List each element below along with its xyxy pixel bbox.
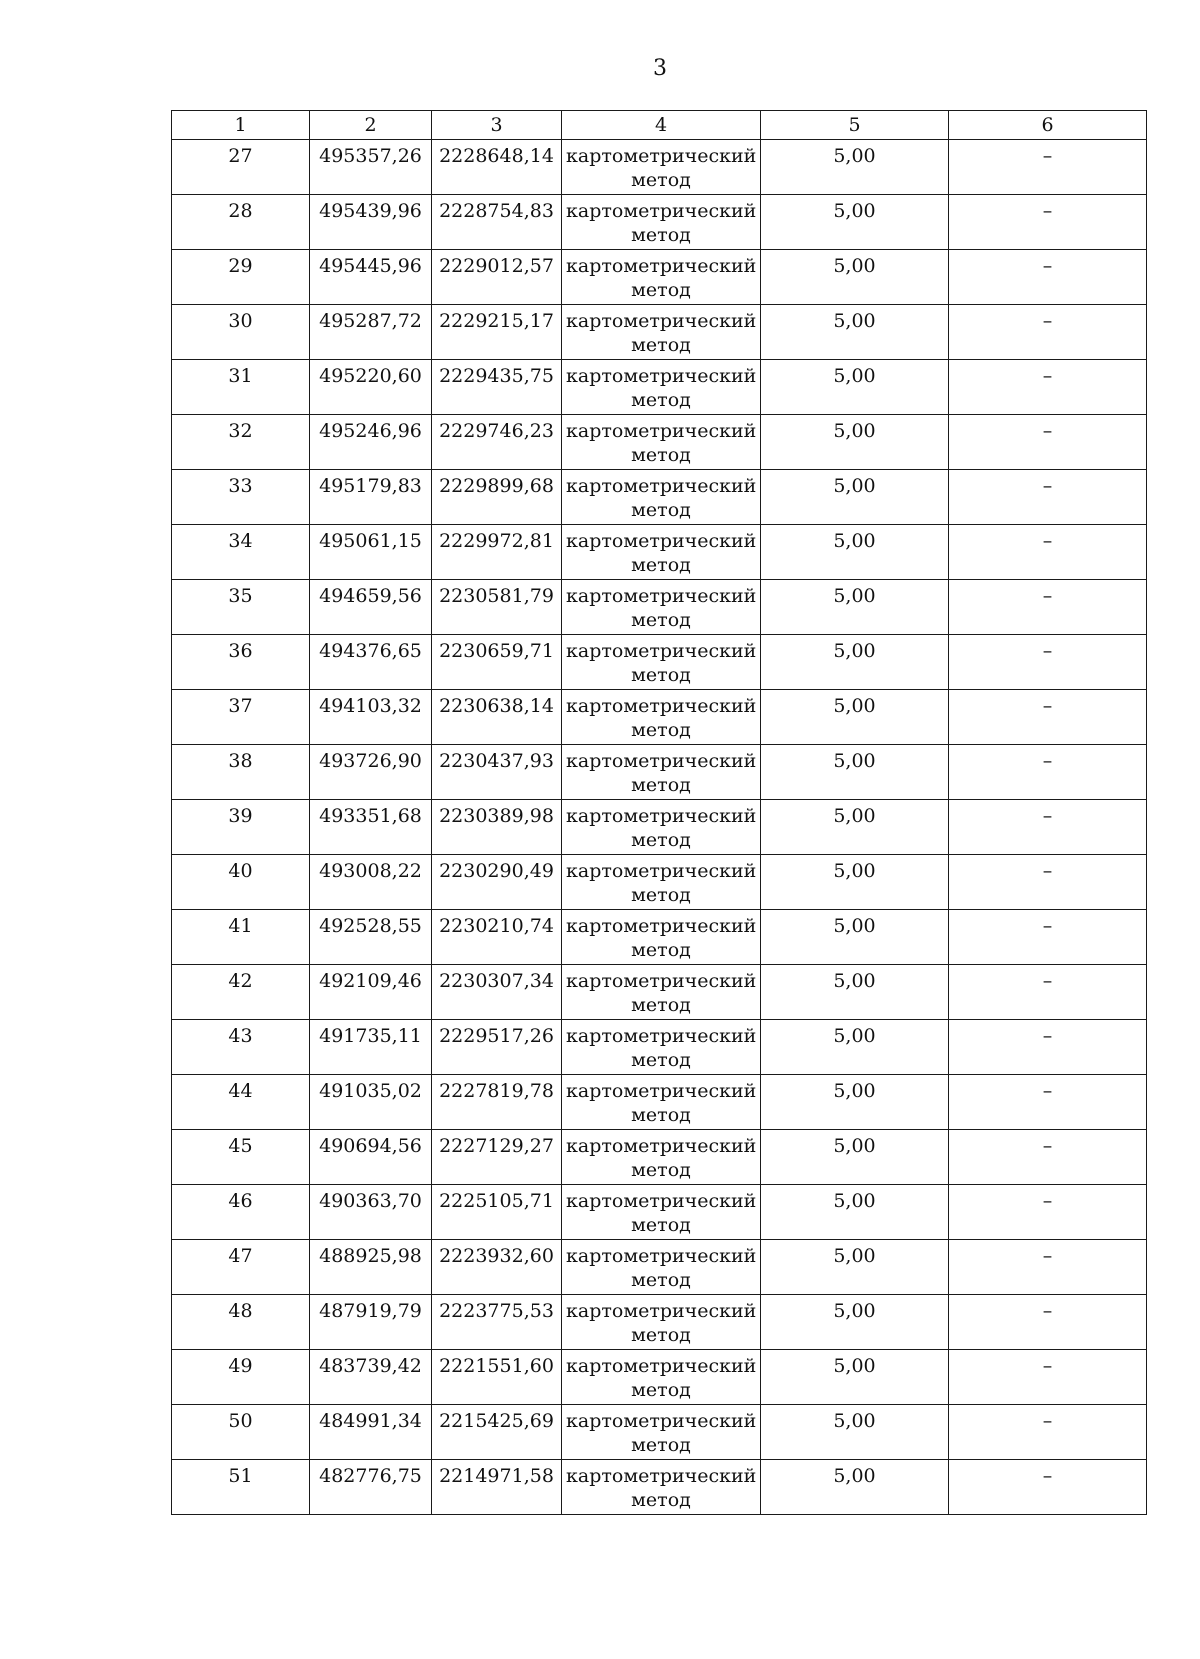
y-coordinate-cell: 2230290,49 xyxy=(432,855,562,910)
x-coordinate-cell: 490694,56 xyxy=(310,1130,432,1185)
accuracy-cell: 5,00 xyxy=(761,1075,949,1130)
method-cell: картометрический метод xyxy=(562,470,761,525)
accuracy-cell: 5,00 xyxy=(761,1460,949,1515)
accuracy-cell: 5,00 xyxy=(761,580,949,635)
table-row xyxy=(172,1350,1147,1405)
accuracy-cell: 5,00 xyxy=(761,1240,949,1295)
x-coordinate-cell: 495445,96 xyxy=(310,250,432,305)
x-coordinate-cell: 491035,02 xyxy=(310,1075,432,1130)
x-coordinate-cell: 494659,56 xyxy=(310,580,432,635)
point-number-cell: 51 xyxy=(172,1460,310,1515)
method-cell: картометрический метод xyxy=(562,525,761,580)
y-coordinate-cell: 2230659,71 xyxy=(432,635,562,690)
table-row xyxy=(172,745,1147,800)
table-header xyxy=(172,111,1147,140)
description-cell: – xyxy=(949,360,1147,415)
y-coordinate-cell: 2230389,98 xyxy=(432,800,562,855)
point-number-cell: 35 xyxy=(172,580,310,635)
accuracy-cell: 5,00 xyxy=(761,1405,949,1460)
method-cell: картометрический метод xyxy=(562,690,761,745)
method-cell: картометрический метод xyxy=(562,1020,761,1075)
accuracy-cell: 5,00 xyxy=(761,1350,949,1405)
y-coordinate-cell: 2228754,83 xyxy=(432,195,562,250)
accuracy-cell: 5,00 xyxy=(761,250,949,305)
y-coordinate-cell: 2223932,60 xyxy=(432,1240,562,1295)
accuracy-cell: 5,00 xyxy=(761,635,949,690)
method-cell: картометрический метод xyxy=(562,580,761,635)
column-header-5: 5 xyxy=(761,111,949,140)
description-cell: – xyxy=(949,580,1147,635)
accuracy-cell: 5,00 xyxy=(761,360,949,415)
accuracy-cell: 5,00 xyxy=(761,470,949,525)
description-cell: – xyxy=(949,1020,1147,1075)
coordinates-table xyxy=(171,110,1147,1515)
y-coordinate-cell: 2229517,26 xyxy=(432,1020,562,1075)
table-row xyxy=(172,470,1147,525)
description-cell: – xyxy=(949,1295,1147,1350)
point-number-cell: 34 xyxy=(172,525,310,580)
method-cell: картометрический метод xyxy=(562,250,761,305)
point-number-cell: 40 xyxy=(172,855,310,910)
y-coordinate-cell: 2227819,78 xyxy=(432,1075,562,1130)
y-coordinate-cell: 2230437,93 xyxy=(432,745,562,800)
x-coordinate-cell: 493351,68 xyxy=(310,800,432,855)
point-number-cell: 37 xyxy=(172,690,310,745)
method-cell: картометрический метод xyxy=(562,1130,761,1185)
method-cell: картометрический метод xyxy=(562,910,761,965)
x-coordinate-cell: 495179,83 xyxy=(310,470,432,525)
description-cell: – xyxy=(949,250,1147,305)
method-cell: картометрический метод xyxy=(562,745,761,800)
table-row xyxy=(172,195,1147,250)
point-number-cell: 47 xyxy=(172,1240,310,1295)
description-cell: – xyxy=(949,800,1147,855)
description-cell: – xyxy=(949,525,1147,580)
table-row xyxy=(172,250,1147,305)
column-header-1: 1 xyxy=(172,111,310,140)
table-row xyxy=(172,1075,1147,1130)
point-number-cell: 43 xyxy=(172,1020,310,1075)
method-cell: картометрический метод xyxy=(562,1350,761,1405)
method-cell: картометрический метод xyxy=(562,140,761,195)
description-cell: – xyxy=(949,1405,1147,1460)
y-coordinate-cell: 2229746,23 xyxy=(432,415,562,470)
table-row xyxy=(172,635,1147,690)
table-row xyxy=(172,690,1147,745)
description-cell: – xyxy=(949,1185,1147,1240)
x-coordinate-cell: 484991,34 xyxy=(310,1405,432,1460)
description-cell: – xyxy=(949,965,1147,1020)
column-header-6: 6 xyxy=(949,111,1147,140)
point-number-cell: 33 xyxy=(172,470,310,525)
x-coordinate-cell: 493008,22 xyxy=(310,855,432,910)
description-cell: – xyxy=(949,195,1147,250)
method-cell: картометрический метод xyxy=(562,965,761,1020)
x-coordinate-cell: 494376,65 xyxy=(310,635,432,690)
x-coordinate-cell: 495287,72 xyxy=(310,305,432,360)
description-cell: – xyxy=(949,855,1147,910)
column-header-4: 4 xyxy=(562,111,761,140)
accuracy-cell: 5,00 xyxy=(761,140,949,195)
accuracy-cell: 5,00 xyxy=(761,415,949,470)
x-coordinate-cell: 490363,70 xyxy=(310,1185,432,1240)
accuracy-cell: 5,00 xyxy=(761,525,949,580)
method-cell: картометрический метод xyxy=(562,1460,761,1515)
accuracy-cell: 5,00 xyxy=(761,910,949,965)
y-coordinate-cell: 2229435,75 xyxy=(432,360,562,415)
x-coordinate-cell: 491735,11 xyxy=(310,1020,432,1075)
x-coordinate-cell: 494103,32 xyxy=(310,690,432,745)
accuracy-cell: 5,00 xyxy=(761,305,949,360)
method-cell: картометрический метод xyxy=(562,1295,761,1350)
method-cell: картометрический метод xyxy=(562,635,761,690)
method-cell: картометрический метод xyxy=(562,305,761,360)
point-number-cell: 50 xyxy=(172,1405,310,1460)
method-cell: картометрический метод xyxy=(562,360,761,415)
point-number-cell: 32 xyxy=(172,415,310,470)
method-cell: картометрический метод xyxy=(562,1185,761,1240)
description-cell: – xyxy=(949,745,1147,800)
table-row xyxy=(172,855,1147,910)
page-number: 3 xyxy=(653,56,667,81)
point-number-cell: 42 xyxy=(172,965,310,1020)
method-cell: картометрический метод xyxy=(562,195,761,250)
table-row xyxy=(172,1130,1147,1185)
point-number-cell: 48 xyxy=(172,1295,310,1350)
x-coordinate-cell: 492528,55 xyxy=(310,910,432,965)
y-coordinate-cell: 2221551,60 xyxy=(432,1350,562,1405)
point-number-cell: 28 xyxy=(172,195,310,250)
x-coordinate-cell: 495061,15 xyxy=(310,525,432,580)
table-row xyxy=(172,140,1147,195)
point-number-cell: 27 xyxy=(172,140,310,195)
point-number-cell: 31 xyxy=(172,360,310,415)
accuracy-cell: 5,00 xyxy=(761,965,949,1020)
point-number-cell: 41 xyxy=(172,910,310,965)
table-row xyxy=(172,525,1147,580)
y-coordinate-cell: 2230307,34 xyxy=(432,965,562,1020)
method-cell: картометрический метод xyxy=(562,415,761,470)
table-row xyxy=(172,1240,1147,1295)
point-number-cell: 36 xyxy=(172,635,310,690)
accuracy-cell: 5,00 xyxy=(761,1185,949,1240)
description-cell: – xyxy=(949,305,1147,360)
header-row xyxy=(172,111,1147,140)
accuracy-cell: 5,00 xyxy=(761,1295,949,1350)
x-coordinate-cell: 495246,96 xyxy=(310,415,432,470)
y-coordinate-cell: 2229899,68 xyxy=(432,470,562,525)
y-coordinate-cell: 2229972,81 xyxy=(432,525,562,580)
point-number-cell: 49 xyxy=(172,1350,310,1405)
y-coordinate-cell: 2230210,74 xyxy=(432,910,562,965)
x-coordinate-cell: 483739,42 xyxy=(310,1350,432,1405)
x-coordinate-cell: 495220,60 xyxy=(310,360,432,415)
description-cell: – xyxy=(949,910,1147,965)
y-coordinate-cell: 2215425,69 xyxy=(432,1405,562,1460)
table-row xyxy=(172,305,1147,360)
table-row xyxy=(172,360,1147,415)
accuracy-cell: 5,00 xyxy=(761,855,949,910)
y-coordinate-cell: 2223775,53 xyxy=(432,1295,562,1350)
y-coordinate-cell: 2229012,57 xyxy=(432,250,562,305)
x-coordinate-cell: 482776,75 xyxy=(310,1460,432,1515)
y-coordinate-cell: 2229215,17 xyxy=(432,305,562,360)
point-number-cell: 38 xyxy=(172,745,310,800)
x-coordinate-cell: 487919,79 xyxy=(310,1295,432,1350)
description-cell: – xyxy=(949,470,1147,525)
accuracy-cell: 5,00 xyxy=(761,195,949,250)
table-row xyxy=(172,1185,1147,1240)
description-cell: – xyxy=(949,1130,1147,1185)
y-coordinate-cell: 2227129,27 xyxy=(432,1130,562,1185)
table-row xyxy=(172,965,1147,1020)
table-row xyxy=(172,580,1147,635)
point-number-cell: 44 xyxy=(172,1075,310,1130)
x-coordinate-cell: 495357,26 xyxy=(310,140,432,195)
method-cell: картометрический метод xyxy=(562,1075,761,1130)
table-row xyxy=(172,800,1147,855)
y-coordinate-cell: 2214971,58 xyxy=(432,1460,562,1515)
accuracy-cell: 5,00 xyxy=(761,800,949,855)
description-cell: – xyxy=(949,1240,1147,1295)
accuracy-cell: 5,00 xyxy=(761,1130,949,1185)
method-cell: картометрический метод xyxy=(562,855,761,910)
y-coordinate-cell: 2230638,14 xyxy=(432,690,562,745)
table-row xyxy=(172,1460,1147,1515)
description-cell: – xyxy=(949,1075,1147,1130)
description-cell: – xyxy=(949,140,1147,195)
y-coordinate-cell: 2228648,14 xyxy=(432,140,562,195)
table-row xyxy=(172,1020,1147,1075)
description-cell: – xyxy=(949,1460,1147,1515)
table-row xyxy=(172,1295,1147,1350)
method-cell: картометрический метод xyxy=(562,1405,761,1460)
accuracy-cell: 5,00 xyxy=(761,1020,949,1075)
y-coordinate-cell: 2225105,71 xyxy=(432,1185,562,1240)
column-header-2: 2 xyxy=(310,111,432,140)
method-cell: картометрический метод xyxy=(562,800,761,855)
point-number-cell: 30 xyxy=(172,305,310,360)
accuracy-cell: 5,00 xyxy=(761,745,949,800)
point-number-cell: 29 xyxy=(172,250,310,305)
point-number-cell: 39 xyxy=(172,800,310,855)
x-coordinate-cell: 493726,90 xyxy=(310,745,432,800)
x-coordinate-cell: 488925,98 xyxy=(310,1240,432,1295)
accuracy-cell: 5,00 xyxy=(761,690,949,745)
table-body xyxy=(172,140,1147,1515)
point-number-cell: 46 xyxy=(172,1185,310,1240)
table-row xyxy=(172,1405,1147,1460)
x-coordinate-cell: 495439,96 xyxy=(310,195,432,250)
description-cell: – xyxy=(949,635,1147,690)
x-coordinate-cell: 492109,46 xyxy=(310,965,432,1020)
description-cell: – xyxy=(949,690,1147,745)
description-cell: – xyxy=(949,1350,1147,1405)
table-row xyxy=(172,910,1147,965)
column-header-3: 3 xyxy=(432,111,562,140)
description-cell: – xyxy=(949,415,1147,470)
point-number-cell: 45 xyxy=(172,1130,310,1185)
y-coordinate-cell: 2230581,79 xyxy=(432,580,562,635)
table-row xyxy=(172,415,1147,470)
method-cell: картометрический метод xyxy=(562,1240,761,1295)
